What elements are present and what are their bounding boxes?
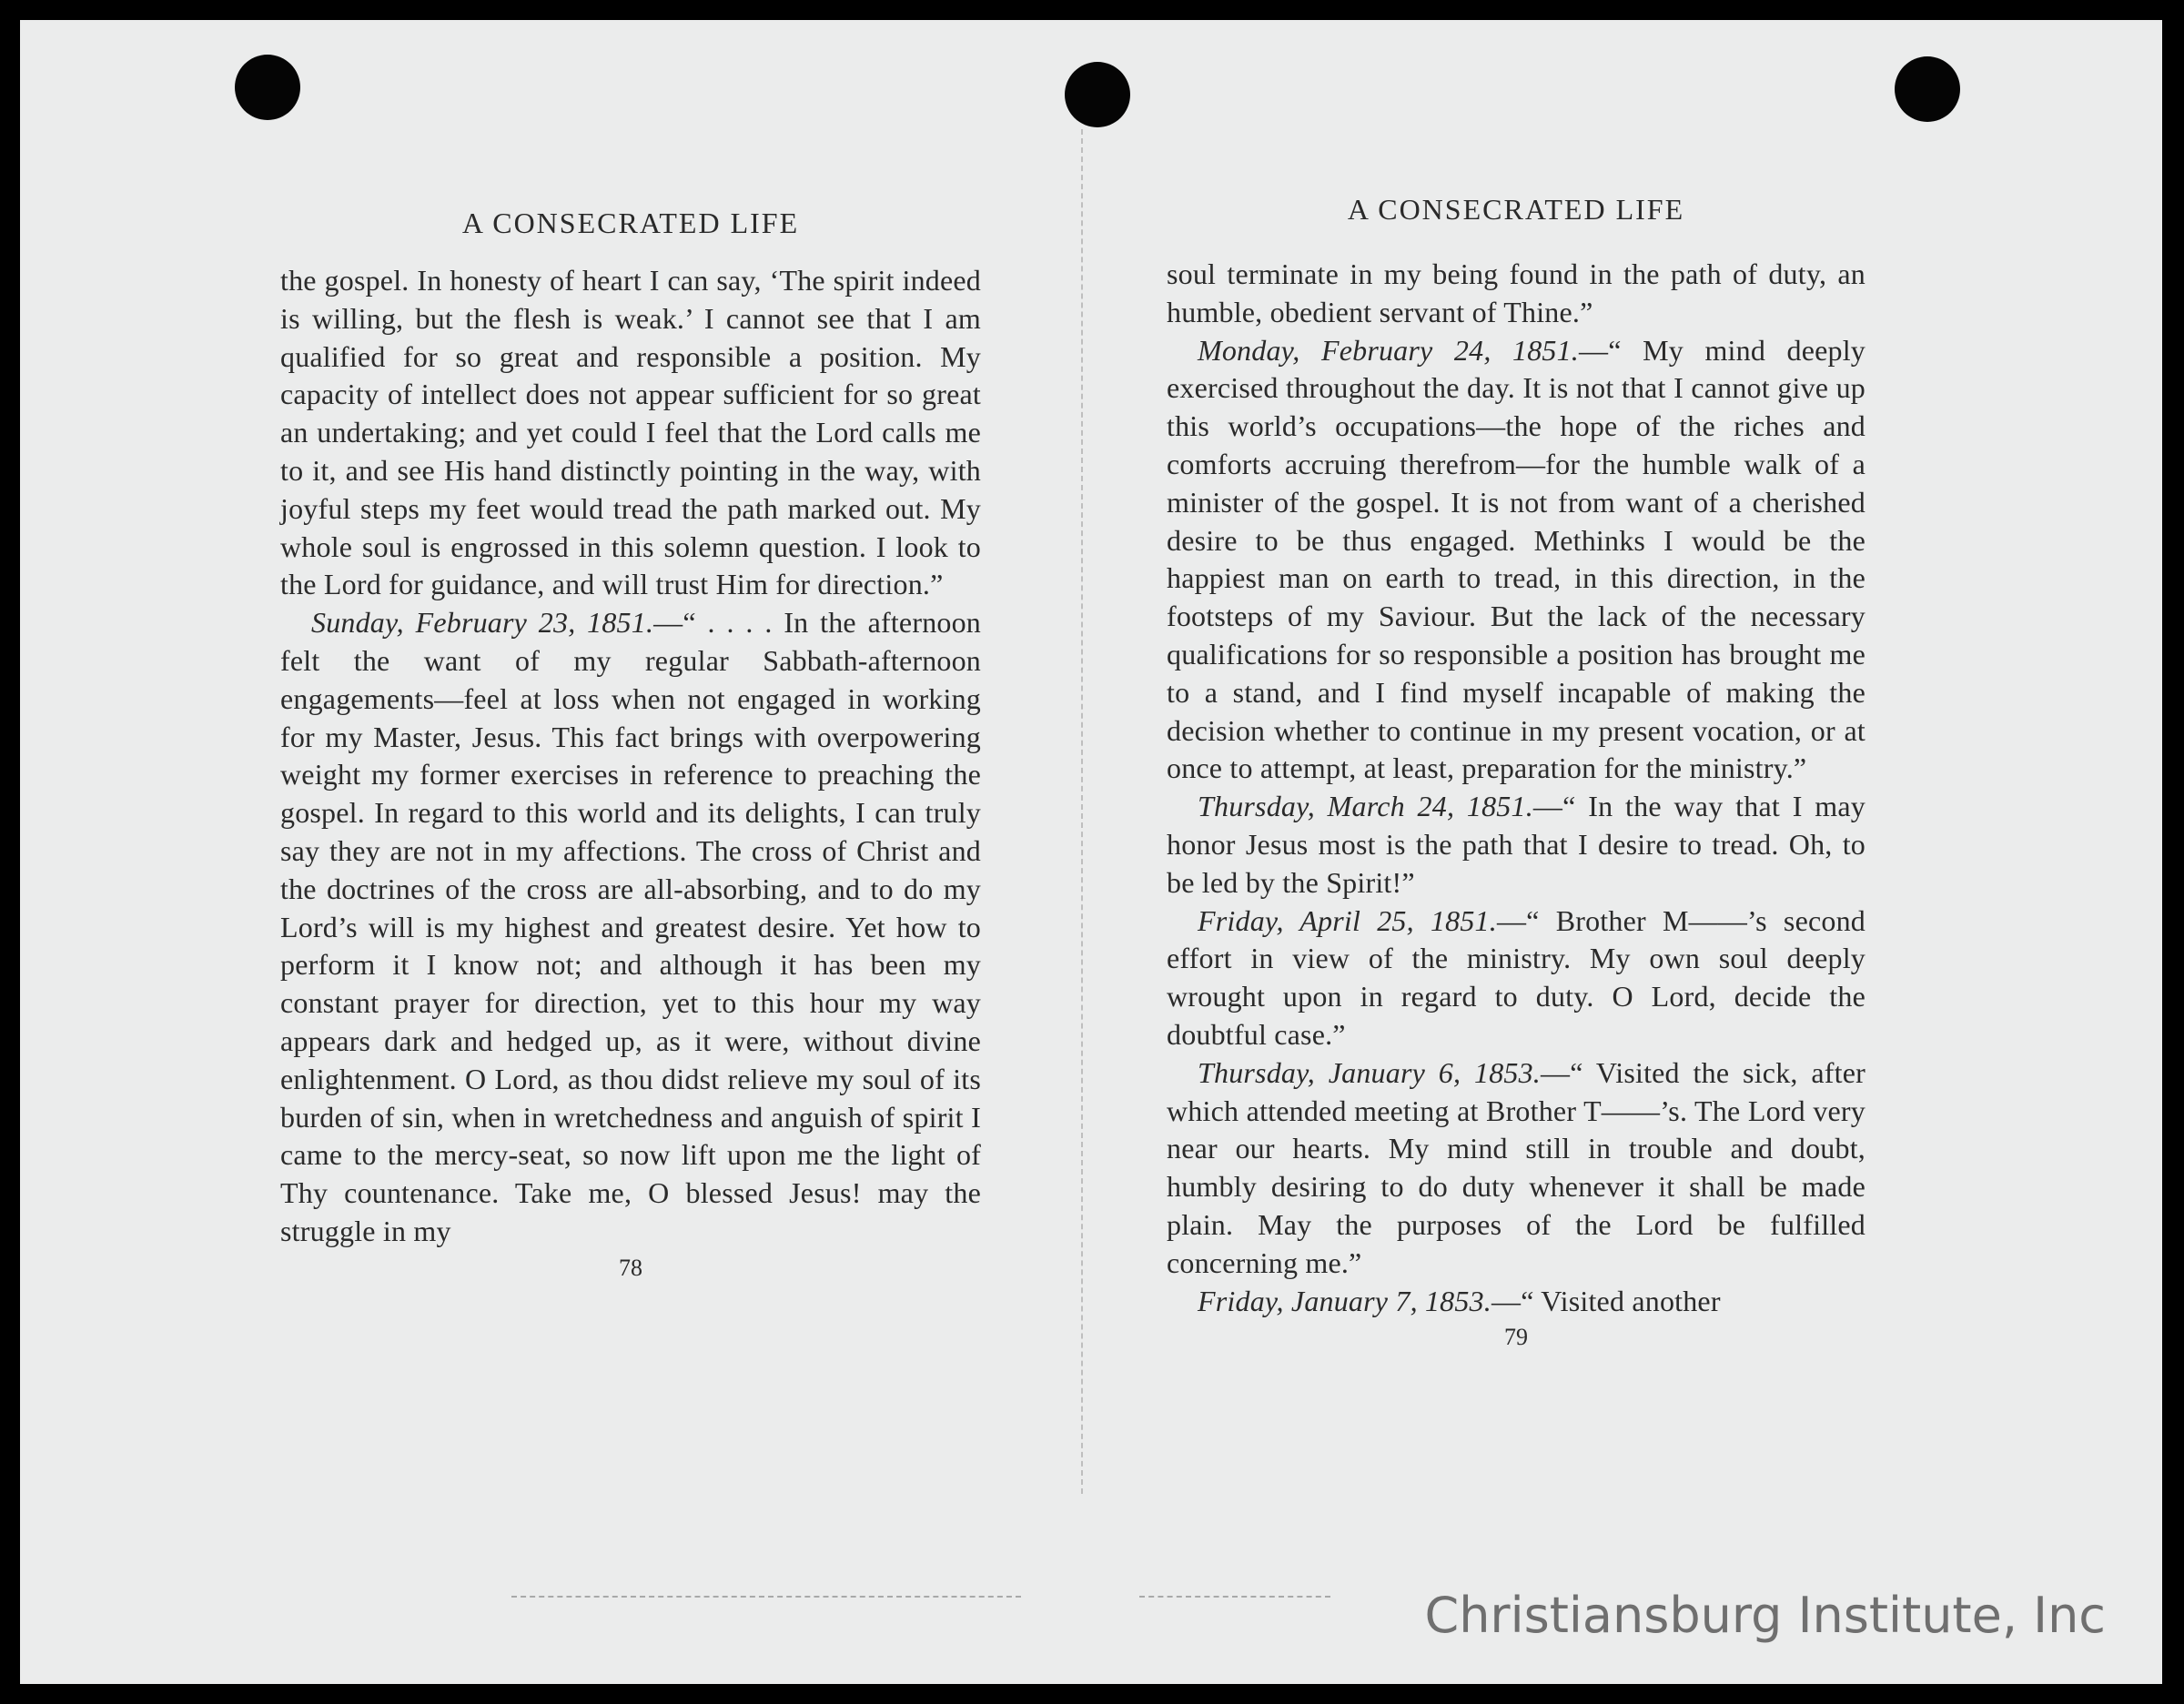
punch-hole-left	[235, 55, 300, 120]
paragraph	[1167, 788, 1866, 902]
paragraph	[280, 604, 981, 1251]
running-head-right: A CONSECRATED LIFE	[1347, 193, 1685, 226]
page-gutter	[1081, 129, 1083, 1494]
entry-date: Thursday, January 6, 1853.	[1198, 1055, 1542, 1089]
paragraph	[1167, 902, 1866, 1054]
right-page	[1167, 193, 1866, 1351]
paragraph	[1167, 256, 1866, 332]
paragraph-text: soul terminate in my being found in the path of duty, an humble, obedient servant of Thine.”	[1167, 257, 1866, 328]
page-number-right: 79	[1504, 1324, 1528, 1351]
paragraph	[280, 262, 981, 604]
punch-hole-right	[1895, 56, 1960, 122]
entry-date: Friday, January 7, 1853.	[1198, 1284, 1491, 1317]
entry-date: Friday, April 25, 1851.	[1198, 903, 1497, 937]
running-head-left: A CONSECRATED LIFE	[461, 207, 800, 239]
paragraph-text: —“ My mind deeply exercised throughout the day. It is not that I cannot give up this world’s occupations—the hope of the riches and comforts accruing therefrom—for the humble walk of a minister of the gospel. It is not from want of a cherished desire to be thus engaged. Methinks I would be the happiest man on earth to tread, in this direction, in the footsteps of my Saviour. But the lack of the necessary qualifications for so responsible a position has brought me to a stand, and I find myself incapable of making the decision whether to continue in my present vocation, or at once to attempt, at least, preparation for the ministry.”	[1167, 333, 1866, 785]
paragraph-text: —“ Brother M——’s second effort in view of the ministry. My own soul deeply wrought upon in regard to duty. O Lord, decide the doubtful case.”	[1167, 903, 1866, 1051]
scan-artifact-line	[511, 1596, 1021, 1598]
punch-hole-center	[1065, 62, 1130, 127]
paragraph-text: —“ Visited the sick, after which attended meeting at Brother T——’s. The Lord very near our hearts. My mind still in trouble and doubt, humbly desiring to do duty whenever it shall be made plain. May the purposes of the Lord be fulfilled concerning me.”	[1167, 1055, 1866, 1279]
paragraph	[1167, 332, 1866, 789]
paragraph-text: the gospel. In honesty of heart I can say, ‘The spirit indeed is willing, but the flesh is weak.’ I cannot see that I am qualified for so great and responsible a position. My capacity of intellect does not appear sufficient for so great an undertaking; and yet could I feel that the Lord calls me to it, and see His hand distinctly pointing in the way, with joyful steps my feet would tread the path marked out. My whole soul is engrossed in this solemn question. I look to the Lord for guidance, and will trust Him for direction.”	[280, 264, 981, 601]
left-page	[280, 207, 981, 1282]
scanned-sheet	[20, 20, 2162, 1684]
paragraph-text: —“ . . . . In the afternoon felt the want of my regular Sabbath-afternoon engagements—feel at loss when not engaged in working for my Master, Jesus. This fact brings with overpowering weight my former exercises in reference to preaching the gospel. In regard to this world and its delights, I can truly say they are not in my affections. The cross of Christ and the doctrines of the cross are all-absorbing, and to do my Lord’s will is my highest and greatest desire. Yet how to perform it I know not; and although it has been my constant prayer for direction, yet to this hour my way appears dark and hedged up, as it were, without divine enlightenment. O Lord, as thou didst relieve my soul of its burden of sin, when in wretchedness and anguish of spirit I came to the mercy-seat, so now lift upon me the light of Thy countenance. Take me, O blessed Jesus! may the struggle in my	[280, 606, 981, 1247]
entry-date: Monday, February 24, 1851.	[1198, 333, 1580, 367]
entry-date: Sunday, February 23, 1851.	[311, 606, 654, 640]
entry-date: Thursday, March 24, 1851.	[1198, 790, 1533, 823]
paragraph	[1167, 1283, 1866, 1321]
paragraph	[1167, 1054, 1866, 1283]
paragraph-text: —“ In the way that I may honor Jesus most is the path that I desire to tread. Oh, to be led by the Spirit!”	[1167, 790, 1866, 899]
page-number-left: 78	[619, 1254, 642, 1281]
scan-artifact-line	[1139, 1596, 1330, 1598]
watermark-text: Christiansburg Institute, Inc	[1424, 1587, 2106, 1644]
paragraph-text: —“ Visited another	[1491, 1284, 1721, 1317]
